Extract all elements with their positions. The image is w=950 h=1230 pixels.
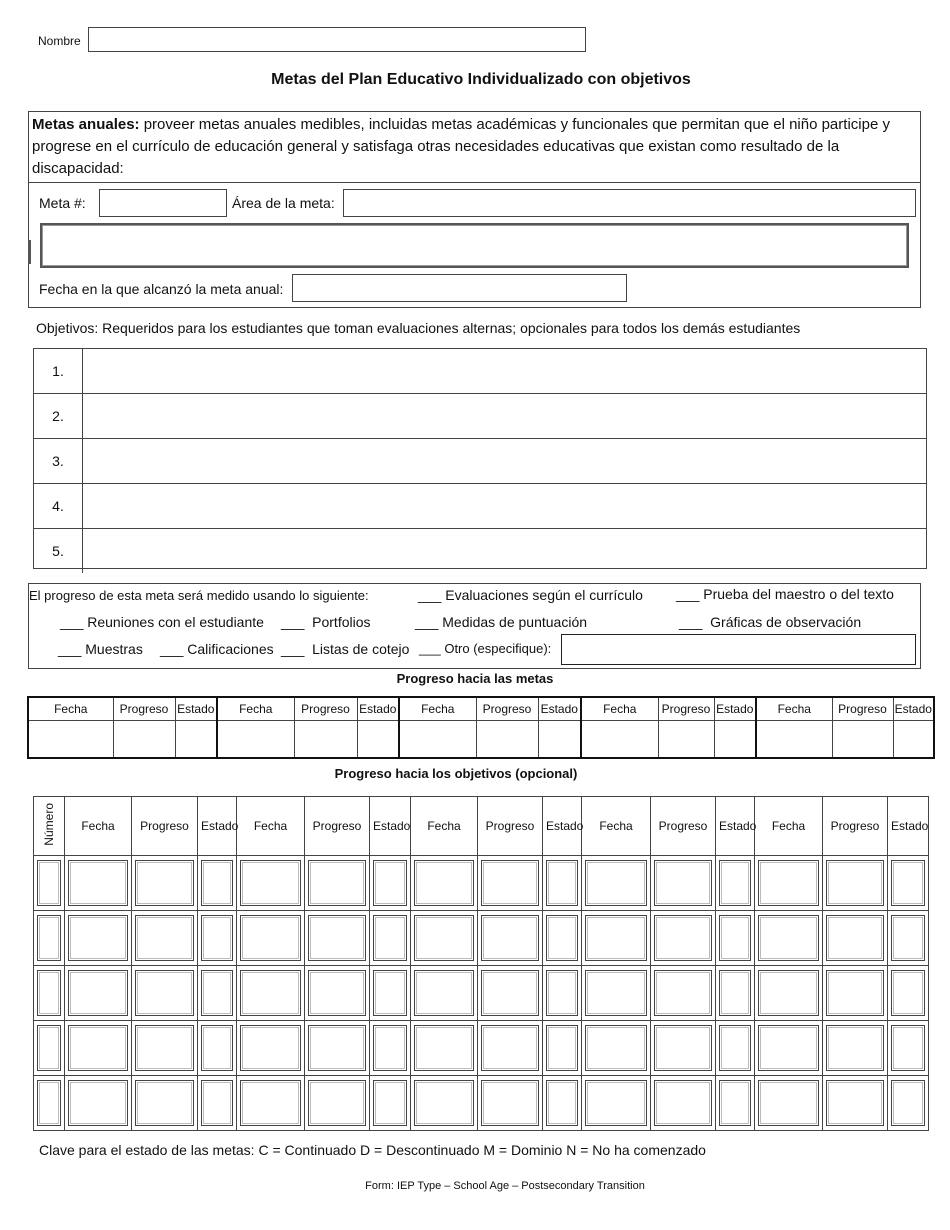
objective-progress-cell (65, 911, 132, 966)
objective-progress-input[interactable] (585, 915, 647, 961)
objective-progress-cell (65, 856, 132, 911)
objective-progress-cell (237, 966, 305, 1021)
goal-progress-title: Progreso hacia las metas (396, 671, 554, 686)
name-input[interactable] (88, 27, 586, 52)
option-score-measures-label: Medidas de puntuación (442, 614, 588, 630)
objective-row (34, 484, 926, 529)
objective-progress-input[interactable] (68, 860, 128, 906)
col-status: Estado (175, 697, 217, 720)
goal-date-cell[interactable] (756, 720, 832, 758)
objective-progress-cell (65, 1021, 132, 1076)
objective-progress-input[interactable] (719, 1080, 751, 1126)
objective-progress-input[interactable] (654, 970, 712, 1016)
objective-progress-cell (543, 966, 582, 1021)
objective-progress-input[interactable] (758, 860, 819, 906)
objective-progress-entry-row (34, 911, 929, 966)
objective-progress-input[interactable] (308, 860, 366, 906)
objective-progress-input[interactable] (135, 860, 194, 906)
objective-progress-cell (305, 1076, 370, 1131)
col-status: Estado (370, 797, 411, 856)
goal-number-label: Meta #: (39, 195, 86, 211)
option-conferences[interactable] (60, 614, 264, 630)
col-date: Fecha (755, 797, 823, 856)
blank-line: ___ (281, 614, 305, 630)
objective-progress-input[interactable] (546, 1080, 578, 1126)
annual-goals-description (29, 112, 920, 183)
goal-text-input[interactable] (40, 223, 909, 268)
col-status: Estado (716, 797, 755, 856)
objective-progress-cell (478, 1076, 543, 1131)
status-key: Clave para el estado de las metas: C = Continuado D = Descontinuado M = Dominio N = No ha comenzado (39, 1142, 706, 1158)
col-status: Estado (543, 797, 582, 856)
objective-progress-input[interactable] (373, 970, 407, 1016)
blank-line: ___ (160, 641, 184, 657)
objective-progress-cell (132, 1021, 198, 1076)
objective-progress-input[interactable] (546, 1025, 578, 1071)
objective-progress-input[interactable] (546, 970, 578, 1016)
objective-progress-input[interactable] (719, 915, 751, 961)
goal-status-cell[interactable] (893, 720, 934, 758)
col-status: Estado (198, 797, 237, 856)
page-title: Metas del Plan Educativo Individualizado con objetivos (271, 71, 691, 88)
objective-progress-cell (755, 1021, 823, 1076)
other-specify-input[interactable] (561, 634, 916, 665)
objective-progress-cell (370, 966, 411, 1021)
objective-progress-cell (411, 966, 478, 1021)
goal-progress-header-row (28, 697, 934, 720)
col-progress: Progreso (832, 697, 893, 720)
objective-progress-input[interactable] (758, 1025, 819, 1071)
objective-input[interactable] (83, 529, 926, 573)
objective-progress-entry-row (34, 1021, 929, 1076)
objective-progress-input[interactable] (719, 970, 751, 1016)
objective-progress-input[interactable] (585, 1080, 647, 1126)
objective-progress-cell (198, 1076, 237, 1131)
annual-goals-heading: Metas anuales: (32, 116, 140, 133)
goal-progress-cell[interactable] (658, 720, 714, 758)
objective-progress-input[interactable] (481, 915, 539, 961)
objective-number: 1. (34, 349, 83, 393)
objective-progress-cell (411, 856, 478, 911)
form-info: Form: IEP Type – School Age – Postsecondary Transition (365, 1180, 645, 1192)
objective-progress-cell (755, 1076, 823, 1131)
col-date: Fecha (28, 697, 113, 720)
objective-progress-cell (237, 911, 305, 966)
measurement-intro: El progreso de esta meta será medido usando lo siguiente: (29, 588, 369, 603)
option-curriculum-label: Evaluaciones según el currículo (445, 587, 643, 603)
objective-progress-title: Progreso hacia los objetivos (opcional) (334, 766, 578, 781)
objective-progress-input[interactable] (308, 1080, 366, 1126)
objective-progress-input[interactable] (201, 1080, 233, 1126)
objective-progress-input[interactable] (826, 970, 884, 1016)
objective-progress-input[interactable] (826, 860, 884, 906)
objective-progress-cell (888, 1076, 929, 1131)
objective-progress-input[interactable] (719, 1025, 751, 1071)
goal-status-cell[interactable] (714, 720, 756, 758)
objective-input[interactable] (83, 394, 926, 438)
goal-status-cell[interactable] (538, 720, 581, 758)
objective-progress-input[interactable] (201, 1025, 233, 1071)
objective-progress-cell (543, 856, 582, 911)
objective-progress-input[interactable] (308, 915, 366, 961)
objective-progress-cell (582, 1076, 651, 1131)
goal-progress-cell[interactable] (476, 720, 538, 758)
col-date: Fecha (399, 697, 476, 720)
option-other-label: Otro (especifique): (444, 641, 552, 656)
col-progress: Progreso (658, 697, 714, 720)
objective-progress-cell (716, 1076, 755, 1131)
blank-line: ___ (676, 586, 700, 602)
objective-progress-cell (198, 856, 237, 911)
objective-progress-cell (198, 1021, 237, 1076)
objective-progress-cell (543, 911, 582, 966)
goal-progress-table (27, 696, 935, 759)
objective-progress-cell (888, 1021, 929, 1076)
objective-progress-table (33, 796, 929, 1131)
blank-line: ___ (418, 587, 442, 603)
objective-progress-input[interactable] (135, 1080, 194, 1126)
option-grades-label: Calificaciones (187, 641, 274, 657)
objective-progress-cell (755, 856, 823, 911)
objective-progress-input[interactable] (546, 915, 578, 961)
col-date: Fecha (756, 697, 832, 720)
objective-progress-cell (582, 856, 651, 911)
objective-progress-input[interactable] (891, 860, 925, 906)
objective-progress-cell (823, 1021, 888, 1076)
objective-progress-cell (237, 856, 305, 911)
objective-progress-input[interactable] (240, 860, 301, 906)
blank-line: ___ (679, 614, 703, 630)
col-progress: Progreso (132, 797, 198, 856)
option-samples[interactable] (58, 641, 143, 657)
col-status: Estado (357, 697, 399, 720)
col-progress: Progreso (476, 697, 538, 720)
objective-progress-input[interactable] (585, 970, 647, 1016)
objective-progress-input[interactable] (201, 970, 233, 1016)
col-progress: Progreso (478, 797, 543, 856)
objective-progress-cell (651, 911, 716, 966)
objective-progress-input[interactable] (654, 860, 712, 906)
goal-area-input[interactable] (343, 189, 916, 217)
objective-progress-cell (370, 1076, 411, 1131)
objective-progress-cell (34, 966, 65, 1021)
objective-progress-input[interactable] (481, 1025, 539, 1071)
goal-date-cell[interactable] (399, 720, 476, 758)
objective-progress-cell (478, 911, 543, 966)
objective-row (34, 349, 926, 394)
objective-progress-input[interactable] (654, 1025, 712, 1071)
objective-progress-input[interactable] (758, 915, 819, 961)
option-checklists[interactable] (281, 641, 409, 657)
objective-progress-entry-row (34, 856, 929, 911)
option-checklists-label: Listas de cotejo (312, 641, 410, 657)
objective-progress-input[interactable] (654, 1080, 712, 1126)
objective-progress-cell (716, 856, 755, 911)
objective-progress-cell (543, 1021, 582, 1076)
objective-progress-cell (370, 911, 411, 966)
objective-progress-input[interactable] (826, 1025, 884, 1071)
blank-line: ___ (60, 614, 84, 630)
objective-progress-input[interactable] (240, 970, 301, 1016)
objective-progress-cell (198, 966, 237, 1021)
objective-progress-input[interactable] (719, 860, 751, 906)
goal-date-cell[interactable] (217, 720, 294, 758)
objective-number: 4. (34, 484, 83, 528)
col-status: Estado (893, 697, 934, 720)
objective-progress-cell (305, 856, 370, 911)
objective-progress-input[interactable] (414, 970, 474, 1016)
col-date: Fecha (582, 797, 651, 856)
objectives-list (33, 348, 927, 569)
objective-number-input[interactable] (37, 970, 61, 1016)
objective-progress-input[interactable] (654, 915, 712, 961)
col-date: Fecha (65, 797, 132, 856)
objective-progress-cell (582, 966, 651, 1021)
goal-status-cell[interactable] (175, 720, 217, 758)
objective-progress-cell (34, 856, 65, 911)
col-progress: Progreso (305, 797, 370, 856)
objective-progress-cell (305, 911, 370, 966)
objective-number-input[interactable] (37, 1025, 61, 1071)
option-teacher-test-label: Prueba del maestro o del texto (703, 586, 894, 602)
option-curriculum[interactable] (418, 587, 643, 603)
objective-progress-cell (823, 911, 888, 966)
objective-progress-input[interactable] (240, 1080, 301, 1126)
option-other[interactable] (419, 641, 551, 656)
objective-progress-input[interactable] (135, 1025, 194, 1071)
objective-progress-input[interactable] (414, 1080, 474, 1126)
objective-progress-cell (478, 966, 543, 1021)
objective-progress-input[interactable] (481, 860, 539, 906)
objective-progress-cell (132, 966, 198, 1021)
objective-progress-cell (651, 1076, 716, 1131)
option-observation-charts-label: Gráficas de observación (710, 614, 862, 630)
name-label: Nombre (38, 34, 81, 48)
objective-input[interactable] (83, 439, 926, 483)
option-teacher-test[interactable] (676, 586, 894, 602)
blank-line: ___ (415, 614, 439, 630)
objective-progress-cell (888, 856, 929, 911)
option-conferences-label: Reuniones con el estudiante (87, 614, 264, 630)
objective-number-input[interactable] (37, 860, 61, 906)
objectives-intro: Objetivos: Requeridos para los estudiantes que toman evaluaciones alternas; opcionales para todos los demás estudiantes (36, 320, 801, 336)
objective-number: 3. (34, 439, 83, 483)
objective-input[interactable] (83, 484, 926, 528)
option-samples-label: Muestras (85, 641, 143, 657)
objective-number-input[interactable] (37, 915, 61, 961)
objective-progress-cell (370, 856, 411, 911)
objective-progress-cell (411, 1076, 478, 1131)
objective-number: 2. (34, 394, 83, 438)
objective-progress-input[interactable] (481, 970, 539, 1016)
goal-progress-cell[interactable] (832, 720, 893, 758)
goal-area-label: Área de la meta: (232, 195, 335, 211)
date-met-input[interactable] (292, 274, 627, 302)
col-status: Estado (538, 697, 581, 720)
objective-progress-input[interactable] (546, 860, 578, 906)
objective-progress-input[interactable] (891, 1080, 925, 1126)
objective-progress-input[interactable] (135, 915, 194, 961)
objective-input[interactable] (83, 349, 926, 393)
objective-progress-cell (478, 856, 543, 911)
option-portfolios-label: Portfolios (312, 614, 371, 630)
goal-status-cell[interactable] (357, 720, 399, 758)
objective-progress-cell (34, 911, 65, 966)
objective-progress-cell (65, 1076, 132, 1131)
goal-date-cell[interactable] (581, 720, 658, 758)
objective-progress-input[interactable] (758, 970, 819, 1016)
objective-progress-cell (888, 966, 929, 1021)
objective-progress-cell (888, 911, 929, 966)
goal-progress-entry-row (28, 720, 934, 758)
objective-progress-cell (823, 1076, 888, 1131)
objective-progress-input[interactable] (373, 1080, 407, 1126)
objective-progress-input[interactable] (414, 860, 474, 906)
objective-progress-cell (370, 1021, 411, 1076)
objective-progress-input[interactable] (891, 970, 925, 1016)
objective-progress-cell (543, 1076, 582, 1131)
objective-number: 5. (34, 529, 83, 573)
objective-progress-input[interactable] (308, 970, 366, 1016)
objective-progress-cell (411, 1021, 478, 1076)
col-date: Fecha (237, 797, 305, 856)
objective-progress-cell (411, 911, 478, 966)
option-observation-charts[interactable] (679, 614, 861, 630)
objective-progress-input[interactable] (891, 915, 925, 961)
objective-progress-cell (582, 1021, 651, 1076)
col-date: Fecha (581, 697, 658, 720)
objective-progress-input[interactable] (373, 860, 407, 906)
objective-progress-cell (478, 1021, 543, 1076)
option-score-measures[interactable] (415, 614, 587, 630)
objective-progress-input[interactable] (201, 915, 233, 961)
annual-goals-text: proveer metas anuales medibles, incluidas metas académicas y funcionales que permitan que el niño participe y progrese en el currículo de educación general y satisfaga otras necesidades educativas que existan como resultado de la discapacidad: (32, 116, 890, 177)
objective-progress-cell (305, 966, 370, 1021)
blank-line: ___ (58, 641, 82, 657)
objective-progress-input[interactable] (68, 915, 128, 961)
objective-progress-cell (34, 1076, 65, 1131)
goal-date-cell[interactable] (28, 720, 113, 758)
objective-progress-cell (34, 1021, 65, 1076)
objective-progress-cell (651, 1021, 716, 1076)
objective-progress-cell (823, 856, 888, 911)
objective-progress-cell (823, 966, 888, 1021)
col-progress: Progreso (113, 697, 175, 720)
objective-progress-input[interactable] (758, 1080, 819, 1126)
col-progress: Progreso (294, 697, 357, 720)
col-progress: Progreso (823, 797, 888, 856)
objective-progress-cell (716, 1021, 755, 1076)
objective-progress-input[interactable] (826, 1080, 884, 1126)
objective-progress-cell (237, 1021, 305, 1076)
objective-progress-input[interactable] (414, 1025, 474, 1071)
objective-number-input[interactable] (37, 1080, 61, 1126)
objective-progress-input[interactable] (135, 970, 194, 1016)
option-grades[interactable] (160, 641, 274, 657)
goal-progress-cell[interactable] (113, 720, 175, 758)
objective-progress-entry-row (34, 966, 929, 1021)
objective-row (34, 529, 926, 573)
objective-progress-cell (651, 966, 716, 1021)
objective-progress-cell (65, 966, 132, 1021)
blank-line: ___ (419, 641, 441, 656)
objective-progress-cell (132, 856, 198, 911)
objective-progress-cell (716, 966, 755, 1021)
objective-row (34, 394, 926, 439)
objective-progress-cell (755, 911, 823, 966)
col-status: Estado (888, 797, 929, 856)
objective-row (34, 439, 926, 484)
objective-progress-input[interactable] (68, 970, 128, 1016)
objective-progress-input[interactable] (68, 1025, 128, 1071)
col-date: Fecha (411, 797, 478, 856)
objective-progress-cell (132, 1076, 198, 1131)
objective-progress-input[interactable] (373, 915, 407, 961)
objective-progress-input[interactable] (240, 1025, 301, 1071)
objective-progress-input[interactable] (585, 860, 647, 906)
objective-progress-input[interactable] (373, 1025, 407, 1071)
objective-progress-input[interactable] (240, 915, 301, 961)
objective-progress-input[interactable] (201, 860, 233, 906)
col-number: Número (42, 803, 56, 846)
blank-line: ___ (281, 641, 305, 657)
objective-progress-cell (237, 1076, 305, 1131)
objective-progress-input[interactable] (826, 915, 884, 961)
objective-progress-header-row (34, 797, 929, 856)
col-date: Fecha (217, 697, 294, 720)
date-met-label: Fecha en la que alcanzó la meta anual: (39, 281, 284, 297)
goal-number-input[interactable] (99, 189, 227, 217)
col-status: Estado (714, 697, 756, 720)
objective-progress-cell (132, 911, 198, 966)
objective-progress-entry-row (34, 1076, 929, 1131)
objective-progress-input[interactable] (308, 1025, 366, 1071)
objective-progress-input[interactable] (68, 1080, 128, 1126)
objective-progress-input[interactable] (891, 1025, 925, 1071)
objective-progress-input[interactable] (585, 1025, 647, 1071)
option-portfolios[interactable] (281, 614, 371, 630)
goal-progress-cell[interactable] (294, 720, 357, 758)
objective-progress-cell (198, 911, 237, 966)
objective-progress-input[interactable] (414, 915, 474, 961)
col-progress: Progreso (651, 797, 716, 856)
objective-progress-cell (716, 911, 755, 966)
objective-progress-cell (651, 856, 716, 911)
objective-progress-input[interactable] (481, 1080, 539, 1126)
left-marker (28, 240, 31, 264)
objective-progress-cell (305, 1021, 370, 1076)
objective-progress-cell (582, 911, 651, 966)
objective-progress-cell (755, 966, 823, 1021)
